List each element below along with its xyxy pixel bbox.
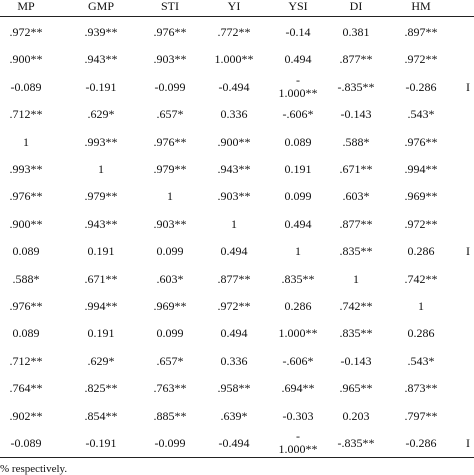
table-cell: 0.191	[87, 326, 115, 341]
table-row	[0, 429, 474, 457]
table-cell: 0.203	[342, 408, 370, 423]
table-row	[0, 374, 474, 402]
table-cell: .969**	[153, 299, 187, 313]
table-row	[0, 347, 474, 375]
table-cell: -0.191	[85, 436, 117, 450]
table-cell: 0.099	[156, 326, 184, 341]
table-cell: 1.000**	[214, 52, 254, 67]
table-row	[0, 292, 474, 320]
clipped-edge-text: I	[466, 79, 470, 94]
clipped-edge-text: I	[466, 244, 470, 259]
table-cell: .900**	[9, 216, 43, 231]
table-cell: .900**	[217, 134, 251, 149]
table-cell: .825**	[84, 381, 118, 396]
footnote: % respectively.	[0, 463, 68, 475]
table-cell: .671**	[339, 162, 373, 176]
table-cell: .972**	[9, 25, 43, 39]
table-cell: 1	[231, 216, 237, 231]
table-cell: .694**	[281, 381, 315, 396]
table-cell: -0.143	[340, 353, 372, 368]
table-cell: -.835**	[337, 79, 375, 94]
table-cell: 0.191	[284, 162, 312, 176]
table-cell: -0.191	[85, 79, 117, 94]
table-cell: .979**	[153, 162, 187, 176]
table-cell-line: -	[296, 429, 300, 443]
table-row	[0, 73, 474, 101]
table-cell: 0.099	[156, 244, 184, 259]
table-cell: .903**	[217, 189, 251, 204]
table-cell: .543*	[407, 353, 435, 368]
table-cell: 0.089	[12, 244, 40, 259]
table-cell: -.606*	[282, 353, 314, 368]
table-cell: .763**	[153, 381, 187, 396]
header-yi: YI	[227, 0, 241, 13]
table-cell-line: 1.000**	[278, 442, 318, 456]
table-cell: .797**	[404, 408, 438, 423]
table-cell: .873**	[404, 381, 438, 396]
table-cell: .588*	[342, 134, 370, 149]
table-cell: -0.089	[10, 436, 42, 450]
table-cell: -.835**	[337, 436, 375, 450]
table-cell: 1	[98, 162, 104, 176]
table-cell: 0.286	[407, 244, 435, 259]
table-cell: .877**	[217, 271, 251, 286]
table-cell: .958**	[217, 381, 251, 396]
table-cell: .994**	[404, 162, 438, 176]
table-cell: .854**	[84, 408, 118, 423]
table-cell: 0.494	[284, 52, 312, 67]
table-cell: .835**	[339, 326, 373, 341]
table-cell: .877**	[339, 216, 373, 231]
table-cell: .976**	[404, 134, 438, 149]
table-cell: .764**	[9, 381, 43, 396]
table-cell: -0.286	[405, 79, 437, 94]
table-cell: .588*	[12, 271, 40, 286]
table-row	[0, 319, 474, 347]
table-cell: .657*	[156, 107, 184, 122]
table-cell: 0.286	[284, 299, 312, 313]
table-cell: -0.099	[154, 79, 186, 94]
table-cell: .772**	[217, 25, 251, 39]
table-cell: .629*	[87, 107, 115, 122]
table-cell: 0.381	[342, 25, 370, 39]
table-cell: .835**	[339, 244, 373, 259]
table-cell: 0.494	[220, 244, 248, 259]
table-cell: 0.089	[284, 134, 312, 149]
table-cell	[279, 430, 318, 456]
table-cell: .900**	[9, 52, 43, 67]
table-cell: .543*	[407, 107, 435, 122]
table-cell: -0.143	[340, 107, 372, 122]
header-di: DI	[349, 0, 363, 13]
table-cell: .835**	[281, 271, 315, 286]
table-cell: .629*	[87, 353, 115, 368]
table-cell: 0.089	[12, 326, 40, 341]
table-cell: 0.494	[284, 216, 312, 231]
table-row	[0, 155, 474, 183]
table-cell: .903**	[153, 52, 187, 67]
table-cell: 0.336	[220, 107, 248, 122]
table-cell: .994**	[84, 299, 118, 313]
header-ysi: YSI	[288, 0, 308, 13]
table-cell: .903**	[153, 216, 187, 231]
table-cell	[279, 74, 318, 100]
table-cell-line: 1.000**	[278, 85, 318, 100]
header-mp: MP	[17, 0, 35, 13]
table-row	[0, 100, 474, 128]
table-cell: .885**	[153, 408, 187, 423]
table-row	[0, 237, 474, 265]
top-rule	[0, 16, 474, 17]
table-row	[0, 18, 474, 46]
table-cell: .969**	[404, 189, 438, 204]
table-cell: 1	[167, 189, 173, 204]
table-cell: .976**	[153, 134, 187, 149]
table-cell: .712**	[9, 107, 43, 122]
table-cell: .742**	[339, 299, 373, 313]
table-row	[0, 402, 474, 430]
table-row	[0, 210, 474, 238]
table-cell: .603*	[342, 189, 370, 204]
table-row	[0, 45, 474, 73]
table-cell: 0.099	[284, 189, 312, 204]
table-cell: .657*	[156, 353, 184, 368]
table-cell: .712**	[9, 353, 43, 368]
table-cell: .979**	[84, 189, 118, 204]
table-cell: .897**	[404, 25, 438, 39]
table-cell: 0.286	[407, 326, 435, 341]
table-cell: .976**	[153, 25, 187, 39]
header-gmp: GMP	[87, 0, 115, 13]
table-cell: .993**	[9, 162, 43, 176]
table-row	[0, 182, 474, 210]
table-cell: .972**	[217, 299, 251, 313]
table-row	[0, 128, 474, 156]
table-cell: .742**	[404, 271, 438, 286]
table-cell: -0.14	[285, 25, 311, 39]
table-cell: -0.494	[218, 436, 250, 450]
table-cell: .972**	[404, 216, 438, 231]
header-hm: HM	[411, 0, 431, 13]
table-cell: .976**	[9, 299, 43, 313]
bottom-rule	[0, 457, 474, 458]
table-cell: -0.089	[10, 79, 42, 94]
table-cell: 1	[353, 271, 359, 286]
table-cell: .902**	[9, 408, 43, 423]
table-cell: .671**	[84, 271, 118, 286]
table-cell: -0.286	[405, 436, 437, 450]
table-cell: .603*	[156, 271, 184, 286]
table-cell: .639*	[220, 408, 248, 423]
table-cell: -0.494	[218, 79, 250, 94]
clipped-edge-text: I	[466, 436, 470, 450]
table-cell: .943**	[217, 162, 251, 176]
table-cell: .972**	[404, 52, 438, 67]
table-cell: -0.303	[282, 408, 314, 423]
table-cell: -.606*	[282, 107, 314, 122]
table-cell: .965**	[339, 381, 373, 396]
table-cell-line: -	[296, 72, 300, 87]
table-cell: .943**	[84, 52, 118, 67]
table-cell: 1.000**	[278, 326, 318, 341]
table-row	[0, 265, 474, 293]
table-cell: .877**	[339, 52, 373, 67]
table-cell: .943**	[84, 216, 118, 231]
table-cell: .976**	[9, 189, 43, 204]
table-cell: 0.336	[220, 353, 248, 368]
table-cell: .993**	[84, 134, 118, 149]
header-sti: STI	[161, 0, 179, 13]
table-cell: 1	[23, 134, 29, 149]
table-cell: 1	[418, 299, 424, 313]
table-cell: 0.494	[220, 326, 248, 341]
table-cell: .939**	[84, 25, 118, 39]
table-cell: -0.099	[154, 436, 186, 450]
table-cell: 1	[295, 244, 301, 259]
table-cell: 0.191	[87, 244, 115, 259]
